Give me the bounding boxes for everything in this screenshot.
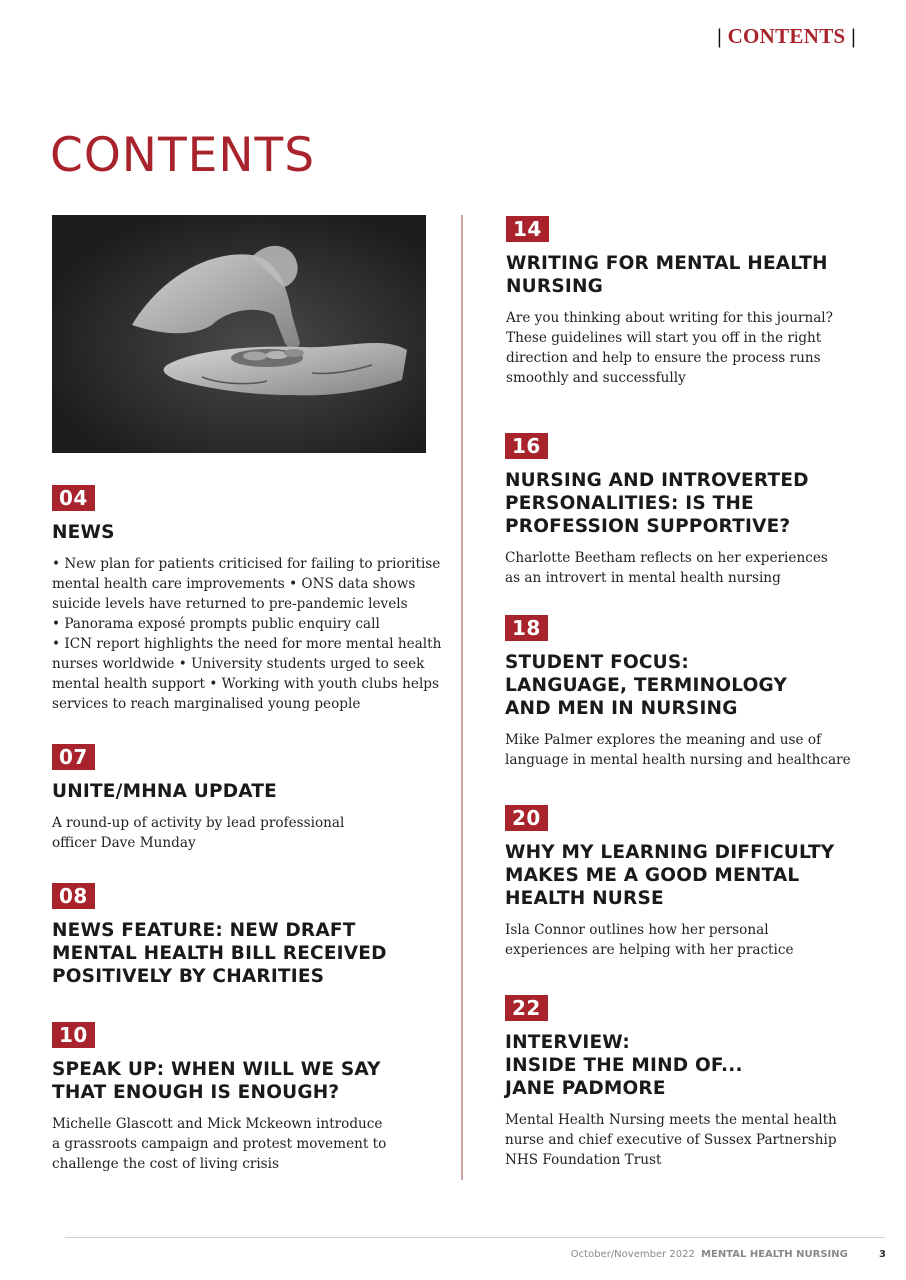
- page-number-badge: 08: [52, 883, 95, 909]
- contents-entry-writing[interactable]: [506, 216, 866, 388]
- entry-heading: SPEAK UP: WHEN WILL WE SAY THAT ENOUGH IS ENOUGH?: [52, 1059, 381, 1103]
- hands-coins-illustration: [52, 215, 426, 453]
- footer-issue: October/November 2022: [570, 1249, 695, 1260]
- entry-heading: NEWS: [52, 522, 115, 543]
- page-number-badge: 18: [505, 615, 548, 641]
- page-number-badge: 20: [505, 805, 548, 831]
- entry-heading: WRITING FOR MENTAL HEALTH NURSING: [506, 253, 828, 297]
- column-divider: [461, 215, 463, 1180]
- footer-page-number: 3: [879, 1249, 886, 1260]
- hands-coins-photo: [52, 215, 426, 453]
- entry-description: • New plan for patients criticised for failing to prioritise mental health care improvements • ONS data shows suicide levels have returned to pre-pandemic levels • Panorama exposé prompts public enquiry call • ICN report highlights the need for more mental health nurses worldwide • University students urged to seek mental health support • Working with youth clubs helps services to reach marginalised young people: [52, 556, 442, 712]
- running-head-label: CONTENTS: [727, 24, 846, 48]
- contents-entry-unite-update[interactable]: [52, 744, 442, 853]
- entry-description: Mike Palmer explores the meaning and use of language in mental health nursing and healthcare: [505, 732, 851, 768]
- page-number-badge: 14: [506, 216, 549, 242]
- contents-entry-news[interactable]: [52, 485, 442, 714]
- entry-description: Mental Health Nursing meets the mental health nurse and chief executive of Sussex Partnership NHS Foundation Trust: [505, 1112, 837, 1168]
- entry-heading: NEWS FEATURE: NEW DRAFT MENTAL HEALTH BILL RECEIVED POSITIVELY BY CHARITIES: [52, 920, 387, 987]
- entry-description: Michelle Glascott and Mick Mckeown introduce a grassroots campaign and protest movement to challenge the cost of living crisis: [52, 1116, 387, 1172]
- page-number-badge: 22: [505, 995, 548, 1021]
- entry-heading: NURSING AND INTROVERTED PERSONALITIES: IS THE PROFESSION SUPPORTIVE?: [505, 470, 809, 537]
- contents-entry-student-focus[interactable]: [505, 615, 865, 770]
- entry-description: Isla Connor outlines how her personal experiences are helping with her practice: [505, 922, 794, 958]
- page-title: CONTENTS: [50, 128, 316, 183]
- entry-description: A round-up of activity by lead professional officer Dave Munday: [52, 815, 345, 851]
- running-head: | CONTENTS |: [717, 24, 856, 48]
- entry-heading: INTERVIEW: INSIDE THE MIND OF... JANE PADMORE: [505, 1032, 743, 1099]
- contents-entry-learning-difficulty[interactable]: [505, 805, 865, 960]
- contents-entry-interview[interactable]: [505, 995, 865, 1170]
- page-number-badge: 07: [52, 744, 95, 770]
- contents-entry-news-feature[interactable]: [52, 883, 442, 988]
- entry-heading: WHY MY LEARNING DIFFICULTY MAKES ME A GOOD MENTAL HEALTH NURSE: [505, 842, 835, 909]
- page-number-badge: 04: [52, 485, 95, 511]
- contents-entry-introverted[interactable]: [505, 433, 865, 588]
- entry-heading: UNITE/MHNA UPDATE: [52, 781, 278, 802]
- footer-rule: [65, 1237, 885, 1238]
- contents-entry-speak-up[interactable]: [52, 1022, 442, 1174]
- page-number-badge: 10: [52, 1022, 95, 1048]
- entry-heading: STUDENT FOCUS: LANGUAGE, TERMINOLOGY AND MEN IN NURSING: [505, 652, 788, 719]
- page-footer: [571, 1249, 886, 1260]
- page-number-badge: 16: [505, 433, 548, 459]
- footer-journal: MENTAL HEALTH NURSING: [701, 1249, 848, 1260]
- entry-description: Are you thinking about writing for this journal? These guidelines will start you off in the right direction and help to ensure the process runs smoothly and successfully: [506, 310, 833, 386]
- entry-description: Charlotte Beetham reflects on her experiences as an introvert in mental health nursing: [505, 550, 828, 586]
